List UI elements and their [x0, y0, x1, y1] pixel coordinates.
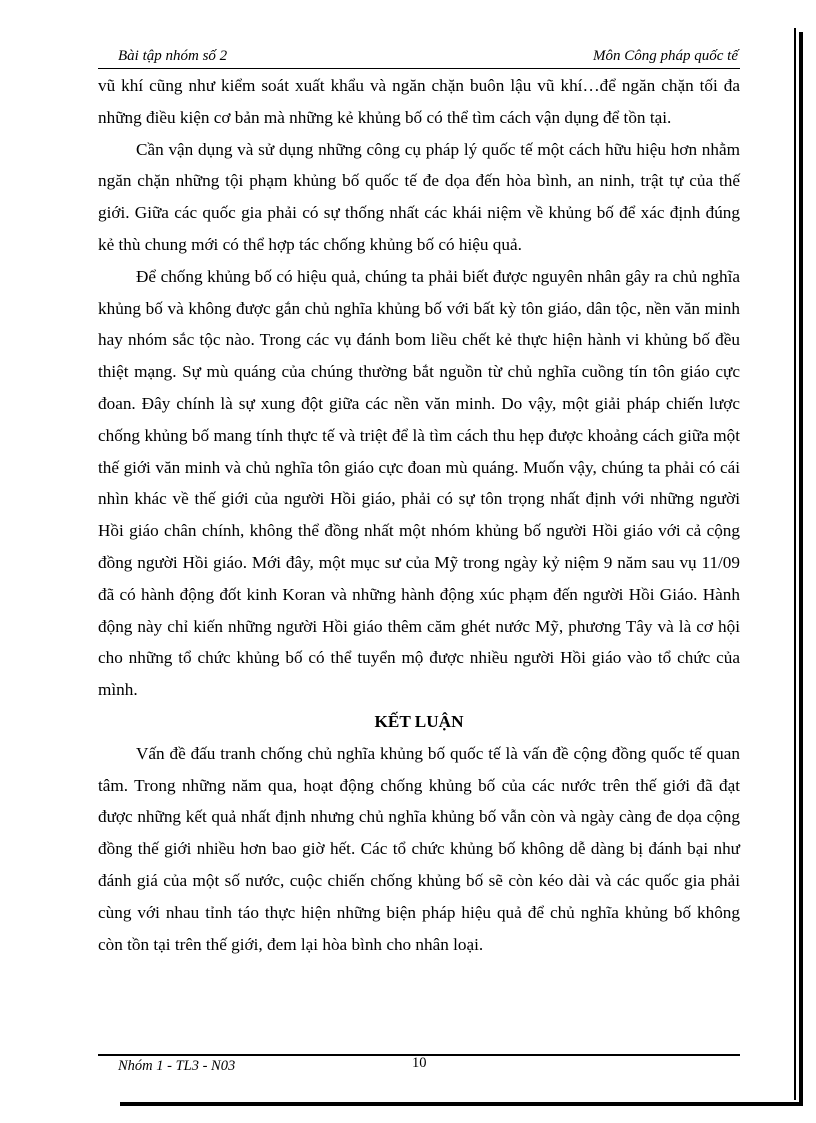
page-number: 10	[412, 1055, 427, 1071]
paragraph-3: Để chống khủng bố có hiệu quả, chúng ta phải biết được nguyên nhân gây ra chủ nghĩa khủng bố và không được gắn chủ nghĩa khủng bố với bất kỳ tôn giáo, dân tộc, nền văn minh hay nhóm sắc tộc nào. Trong các vụ đánh bom liều chết kẻ thực hiện hành vi khủng bố đều thiệt mạng. Sự mù quáng của chúng thường bắt nguồn từ chủ nghĩa cuồng tín tôn giáo cực đoan. Đây chính là sự xung đột giữa các nền văn minh. Do vậy, một giải pháp chiến lược chống khủng bố mang tính thực tế và triệt để là tìm cách thu hẹp được khoảng cách giữa một thế giới văn minh và chủ nghĩa tôn giáo cực đoan mù quáng. Muốn vậy, chúng ta phải có cái nhìn khác về thế giới của người Hồi giáo, phải có sự tôn trọng nhất định với những người Hồi giáo chân chính, không thể đồng nhất một nhóm khủng bố người Hồi giáo với cả cộng đồng người Hồi giáo. Mới đây, một mục sư của Mỹ trong ngày kỷ niệm 9 năm sau vụ 11/09 đã có hành động đốt kinh Koran và những hành động xúc phạm đến người Hồi Giáo. Hành động này chỉ kiến những người Hồi giáo thêm căm ghét nước Mỹ, phương Tây và là cơ hội cho những tổ chức khủng bố có thể tuyển mộ được nhiều người Hồi giáo vào tổ chức của mình.	[98, 266, 740, 700]
footer-left-text: Nhóm 1 - TL3 - N03	[118, 1058, 236, 1074]
paragraph-2: Cần vận dụng và sử dụng những công cụ pháp lý quốc tế một cách hữu hiệu hơn nhằm ngăn chặn những tội phạm khủng bố quốc tế đe dọa đến hòa bình, an ninh, trật tự của thế giới. Giữa các quốc gia phải có sự thống nhất các khái niệm về khủng bố để xác định đúng kẻ thù chung mới có thể hợp tác chống khủng bố có hiệu quả.	[98, 139, 740, 254]
page-border-right-shadow	[799, 32, 803, 1104]
paragraph-1: vũ khí cũng như kiểm soát xuất khẩu và ngăn chặn buôn lậu vũ khí…để ngăn chặn tối đa những điều kiện cơ bản mà những kẻ khủng bố có thể tìm cách vận dụng để tồn tại.	[98, 76, 740, 127]
header-right-text: Môn Công pháp quốc tế	[593, 48, 738, 64]
section-heading: KẾT LUẬN	[374, 711, 464, 731]
paragraph-4: Vấn đề đấu tranh chống chủ nghĩa khủng bố quốc tế là vấn đề cộng đồng quốc tế quan tâm. Trong những năm qua, hoạt động chống khủng bố của các nước trên thế giới đã đạt được những kết quả nhất định nhưng chủ nghĩa khủng bố vẫn còn và ngày càng đe dọa cộng đồng thế giới nhiều hơn bao giờ hết. Các tổ chức khủng bố không dễ dàng bị đánh bại như đánh giá của một số nước, cuộc chiến chống khủng bố sẽ còn kéo dài và các quốc gia phải cùng với nhau tỉnh táo thực hiện những biện pháp hiệu quả để chủ nghĩa khủng bố không còn tồn tại trên thế giới, đem lại hòa bình cho nhân loại.	[98, 743, 740, 954]
page-border-bottom-shadow	[120, 1102, 803, 1106]
header-left-text: Bài tập nhóm số 2	[118, 48, 228, 64]
header-rule	[98, 68, 740, 69]
page-header	[98, 46, 738, 68]
page-border-right	[794, 28, 796, 1100]
document-body	[98, 70, 740, 960]
